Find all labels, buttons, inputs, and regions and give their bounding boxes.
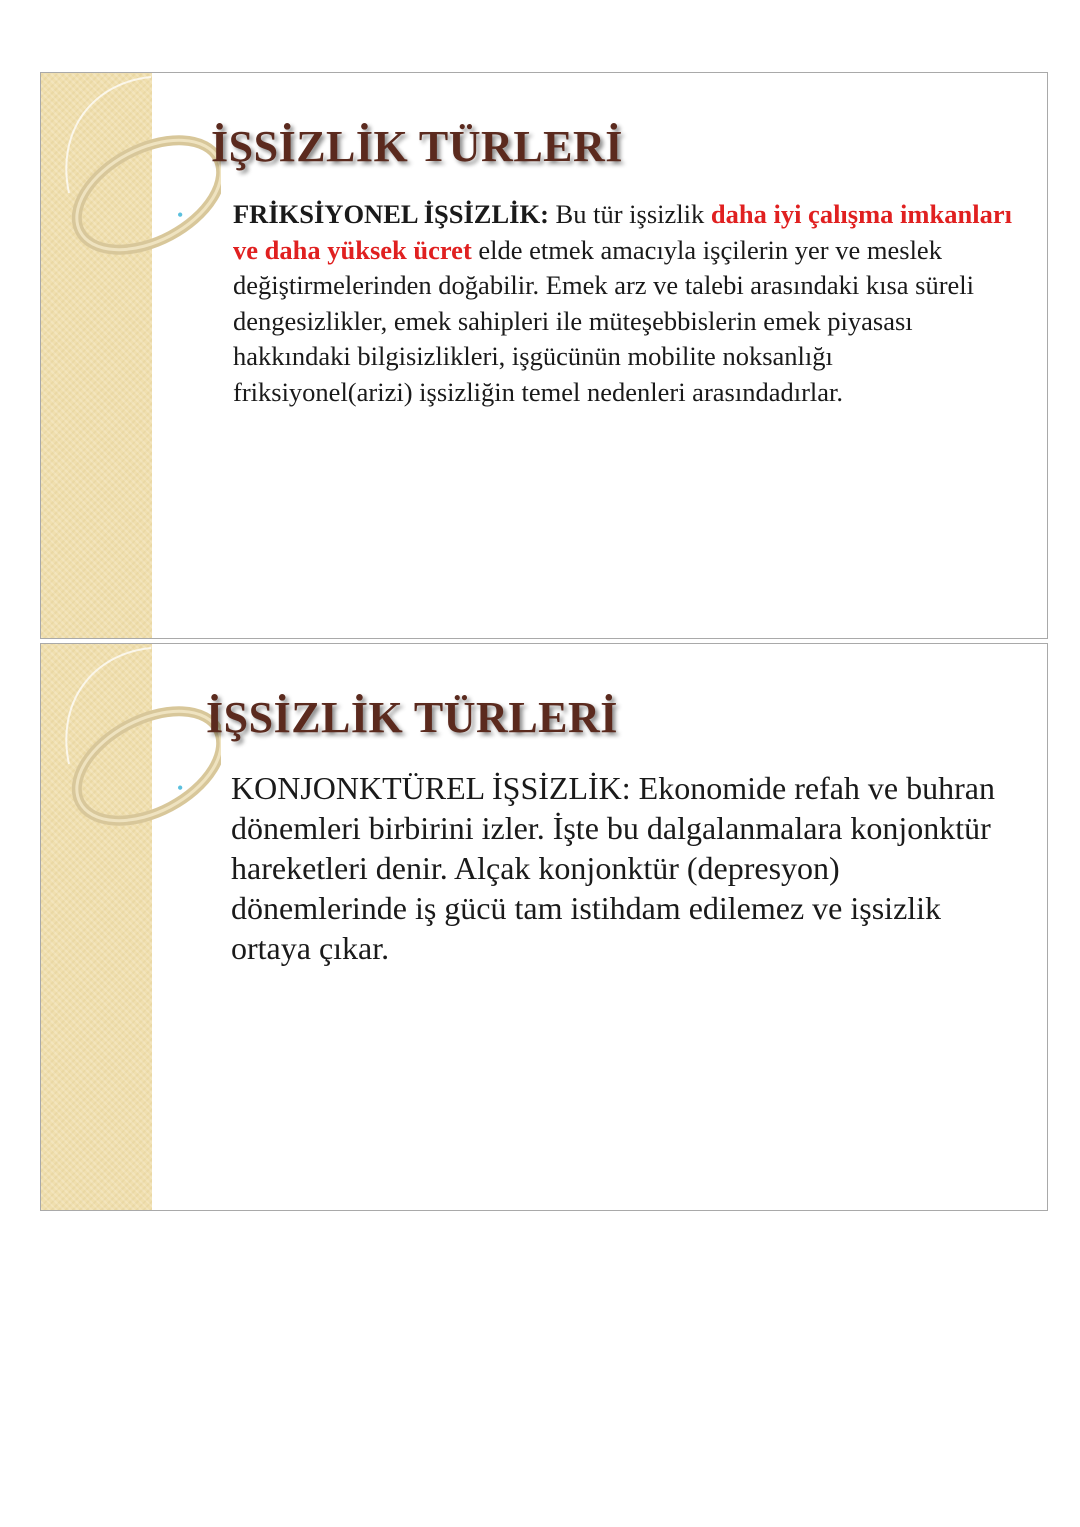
- bullet-text-part: Bu tür işsizlik: [548, 199, 711, 229]
- decorative-rings-icon: [41, 644, 221, 844]
- bullet-highlight: daha iyi çalışma imkanları ve daha yüksek ücret: [233, 199, 1012, 265]
- slide-1: [40, 72, 1048, 639]
- decorative-rings-icon: [41, 73, 221, 273]
- bullet-dot-icon: •: [177, 778, 184, 798]
- slide-2: [40, 643, 1048, 1211]
- bullet-text-part: elde etmek amacıyla işçilerin yer ve meslek değiştirmelerinden doğabilir. Emek arz ve talebi arasındaki kısa süreli dengesizlikler, emek sahipleri ile müteşebbislerin emek piyasası hakkındaki bilgisizlikleri, işgücünün mobilite noksanlığı friksiyonel(arizi) işsizliğin temel nedenleri arasındadırlar.: [233, 234, 975, 407]
- bullet-dot-icon: •: [177, 205, 184, 225]
- slide-title: İŞSİZLİK TÜRLERİ: [211, 122, 623, 171]
- bullet-lead: FRİKSİYONEL İŞSİZLİK:: [233, 199, 549, 229]
- slide-title: İŞSİZLİK TÜRLERİ: [206, 693, 618, 742]
- bullet-text: [233, 197, 1013, 410]
- bullet-text: KONJONKTÜREL İŞSİZLİK: Ekonomide refah ve buhran dönemleri birbirini izler. İşte bu dalgalanmalara konjonktür hareketleri denir. Alçak konjonktür (depresyon) dönemlerinde iş gücü tam istihdam edilemez ve işsizlik ortaya çıkar.: [231, 770, 995, 966]
